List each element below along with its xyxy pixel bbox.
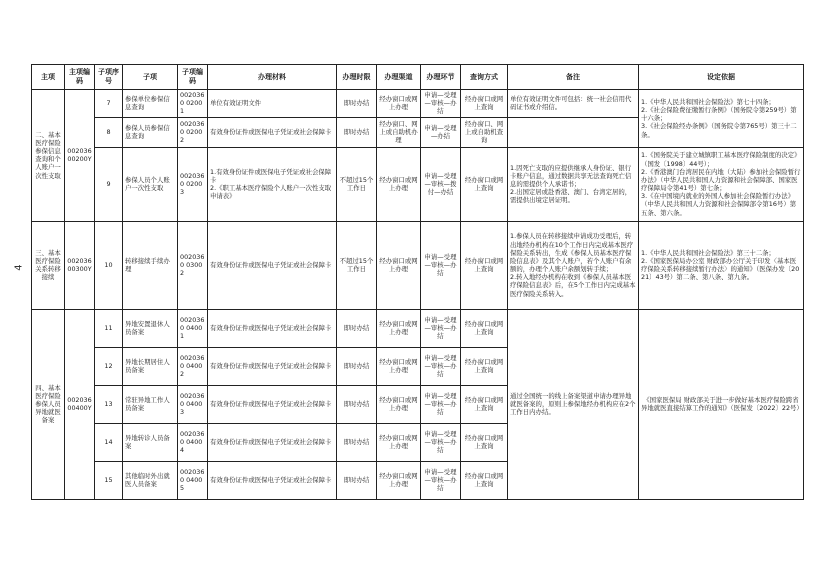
process-cell: 申请—受理—审核—办结	[421, 90, 461, 118]
channel-cell: 经办窗口或网上办理	[377, 221, 421, 309]
table-row	[32, 221, 804, 309]
materials-cell: 有效身份证件或医保电子凭证或社会保障卡	[208, 385, 337, 423]
channel-cell: 经办窗口或网上办理	[377, 385, 421, 423]
time-limit-cell: 即时办结	[337, 461, 377, 499]
materials-cell: 有效身份证件或医保电子凭证或社会保障卡	[208, 423, 337, 461]
basis-cell: 1.《中华人民共和国社会保险法》第三十二条； 2.《国家医保局办公室 财政部办公厅关于印发〈基本医疗保险关系转移接续暂行办法〉的通知》（医保办发〔2021〕43号）第二条、第八条、第九条。	[639, 221, 804, 309]
remark-cell: 通过全国统一的线上备案渠道申请办理异地就医备案的，原则上参保地经办机构应在2个工作日内办结。	[508, 309, 639, 499]
table-header-row	[32, 65, 804, 90]
sub-code-cell: 0020360 04005	[178, 461, 208, 499]
channel-cell: 经办窗口或网上办理	[377, 90, 421, 118]
time-limit-cell: 即时办结	[337, 347, 377, 385]
main-code-cell: 00203600200Y	[65, 90, 95, 222]
header-time-limit: 办理时限	[337, 65, 377, 90]
sub-item-cell: 参保人员个人账户一次性支取	[123, 147, 178, 221]
sub-item-cell: 异地转诊人员备案	[123, 423, 178, 461]
process-cell: 申请—受理—办结	[421, 117, 461, 147]
query-cell: 经办窗口或网上查询	[461, 423, 508, 461]
seq-cell: 8	[95, 117, 123, 147]
sub-code-cell: 0020360 04002	[178, 347, 208, 385]
main-code-cell: 00203600400Y	[65, 309, 95, 499]
materials-cell: 有效身份证件或医保电子凭证或社会保障卡	[208, 221, 337, 309]
header-sub-code: 子项编码	[178, 65, 208, 90]
seq-cell: 15	[95, 461, 123, 499]
materials-cell: 1.有效身份证件或医保电子凭证或社会保障卡 2.《职工基本医疗保险个人账户一次性支取申请表》	[208, 147, 337, 221]
query-cell: 经办窗口或网上查询	[461, 347, 508, 385]
page-number: 4	[13, 264, 25, 271]
process-cell: 申请—受理—审核—办结	[421, 221, 461, 309]
materials-cell: 单位有效证明文件	[208, 90, 337, 118]
basis-cell: 《国家医保局 财政部关于进一步做好基本医疗保险跨省异地就医直接结算工作的通知》（医保发〔2022〕22号）	[639, 309, 804, 499]
remark-cell: 单位有效证明文件可包括：统一社会信用代码证书或介绍信。	[508, 90, 639, 118]
seq-cell: 13	[95, 385, 123, 423]
header-sub-seq: 子项序号	[95, 65, 123, 90]
process-cell: 申请—受理—审核—办结	[421, 461, 461, 499]
query-cell: 经办窗口或网上查询	[461, 147, 508, 221]
time-limit-cell: 即时办结	[337, 423, 377, 461]
process-cell: 申请—受理—审核—办结	[421, 385, 461, 423]
header-main-item: 主项	[32, 65, 65, 90]
materials-cell: 有效身份证件或医保电子凭证或社会保障卡	[208, 117, 337, 147]
basis-cell: 1.《中华人民共和国社会保险法》第七十四条； 2.《社会保险费征缴暂行条例》（国务院令第259号）第十六条； 3.《社会保险经办条例》（国务院令第765号）第三十二条。	[639, 90, 804, 148]
sub-code-cell: 0020360 04003	[178, 385, 208, 423]
time-limit-cell: 即时办结	[337, 309, 377, 347]
time-limit-cell: 不超过15个工作日	[337, 221, 377, 309]
channel-cell: 经办窗口或网上办理	[377, 423, 421, 461]
header-sub-item: 子项	[123, 65, 178, 90]
sub-item-cell: 异地长期居住人员备案	[123, 347, 178, 385]
channel-cell: 经办窗口或网上办理	[377, 461, 421, 499]
channel-cell: 经办窗口或网上办理	[377, 147, 421, 221]
channel-cell: 经办窗口、网上或自助机办理	[377, 117, 421, 147]
seq-cell: 11	[95, 309, 123, 347]
seq-cell: 10	[95, 221, 123, 309]
basis-cell: 1.《国务院关于建立城镇职工基本医疗保险制度的决定》（国发〔1998〕44号）； 2.《香港澳门台湾居民在内地（大陆）参加社会保险暂行办法》（中华人民共和国人力资源和社会保障部、国家医疗保障局令第41号）第七条； 3.《在中国境内就业的外国人参加社会保险暂行办法》（中华人民共和国人力资源和社会保障部令第16号）第五条、第六条。	[639, 147, 804, 221]
query-cell: 经办窗口、网上或自助机查询	[461, 117, 508, 147]
main-code-cell: 00203600300Y	[65, 221, 95, 309]
sub-item-cell: 异地安置退休人员备案	[123, 309, 178, 347]
time-limit-cell: 即时办结	[337, 90, 377, 118]
time-limit-cell: 即时办结	[337, 385, 377, 423]
sub-item-cell: 参保人员参保信息查询	[123, 117, 178, 147]
sub-code-cell: 0020360 02003	[178, 147, 208, 221]
sub-item-cell: 其他临时外出就医人员备案	[123, 461, 178, 499]
main-item-cell: 三、基本医疗保险关系转移接续	[32, 221, 65, 309]
table-row	[32, 90, 804, 118]
materials-cell: 有效身份证件或医保电子凭证或社会保障卡	[208, 461, 337, 499]
materials-cell: 有效身份证件或医保电子凭证或社会保障卡	[208, 347, 337, 385]
process-cell: 申请—受理—审核—办结	[421, 347, 461, 385]
main-item-cell: 四、基本医疗保险参保人员异地就医备案	[32, 309, 65, 499]
seq-cell: 14	[95, 423, 123, 461]
service-items-table	[31, 64, 804, 500]
header-materials: 办理材料	[208, 65, 337, 90]
remark-cell: 1.因死亡支取的应提供继承人身份证、银行卡账户信息，通过数据共享无法查询死亡信息的需提供个人承诺书； 2.出国定居或赴香港、澳门、台湾定居的，需提供出境定居证明。	[508, 147, 639, 221]
sub-code-cell: 0020360 02001	[178, 90, 208, 118]
process-cell: 申请—受理—审核—拨付—办结	[421, 147, 461, 221]
sub-item-cell: 参保单位参保信息查询	[123, 90, 178, 118]
sub-code-cell: 0020360 04001	[178, 309, 208, 347]
time-limit-cell: 即时办结	[337, 117, 377, 147]
sub-item-cell: 转移接续手续办理	[123, 221, 178, 309]
remark-cell	[508, 117, 639, 147]
header-main-code: 主项编码	[65, 65, 95, 90]
seq-cell: 9	[95, 147, 123, 221]
query-cell: 经办窗口或网上查询	[461, 385, 508, 423]
main-item-cell: 二、基本医疗保险参保信息查询和个人账户一次性支取	[32, 90, 65, 222]
header-query: 查询方式	[461, 65, 508, 90]
header-process: 办理环节	[421, 65, 461, 90]
materials-cell: 有效身份证件或医保电子凭证或社会保障卡	[208, 309, 337, 347]
table-row	[32, 147, 804, 221]
sub-item-cell: 常驻异地工作人员备案	[123, 385, 178, 423]
seq-cell: 12	[95, 347, 123, 385]
seq-cell: 7	[95, 90, 123, 118]
time-limit-cell: 不超过15个工作日	[337, 147, 377, 221]
process-cell: 申请—受理—审核—办结	[421, 423, 461, 461]
query-cell: 经办窗口或网上查询	[461, 309, 508, 347]
header-basis: 设定依据	[639, 65, 804, 90]
sub-code-cell: 0020360 03002	[178, 221, 208, 309]
sub-code-cell: 0020360 04004	[178, 423, 208, 461]
process-cell: 申请—受理—审核—办结	[421, 309, 461, 347]
query-cell: 经办窗口或网上查询	[461, 90, 508, 118]
sub-code-cell: 0020360 02002	[178, 117, 208, 147]
header-channel: 办理渠道	[377, 65, 421, 90]
table-row	[32, 309, 804, 347]
channel-cell: 经办窗口或网上办理	[377, 309, 421, 347]
header-remark: 备注	[508, 65, 639, 90]
query-cell: 经办窗口或网上查询	[461, 461, 508, 499]
query-cell: 经办窗口或网上查询	[461, 221, 508, 309]
remark-cell: 1.参保人员在转移接续申请成功受理后，转出地经办机构在10个工作日内完成基本医疗保险关系转出，生成《参保人员基本医疗保险信息表》及其个人账户，若个人账户有余额的，办理个人账户余额划转手续； 2.转入地经办机构在收到《参保人员基本医疗保险信息表》后，在5个工作日内完成基本医疗保险关系转入。	[508, 221, 639, 309]
channel-cell: 经办窗口或网上办理	[377, 347, 421, 385]
